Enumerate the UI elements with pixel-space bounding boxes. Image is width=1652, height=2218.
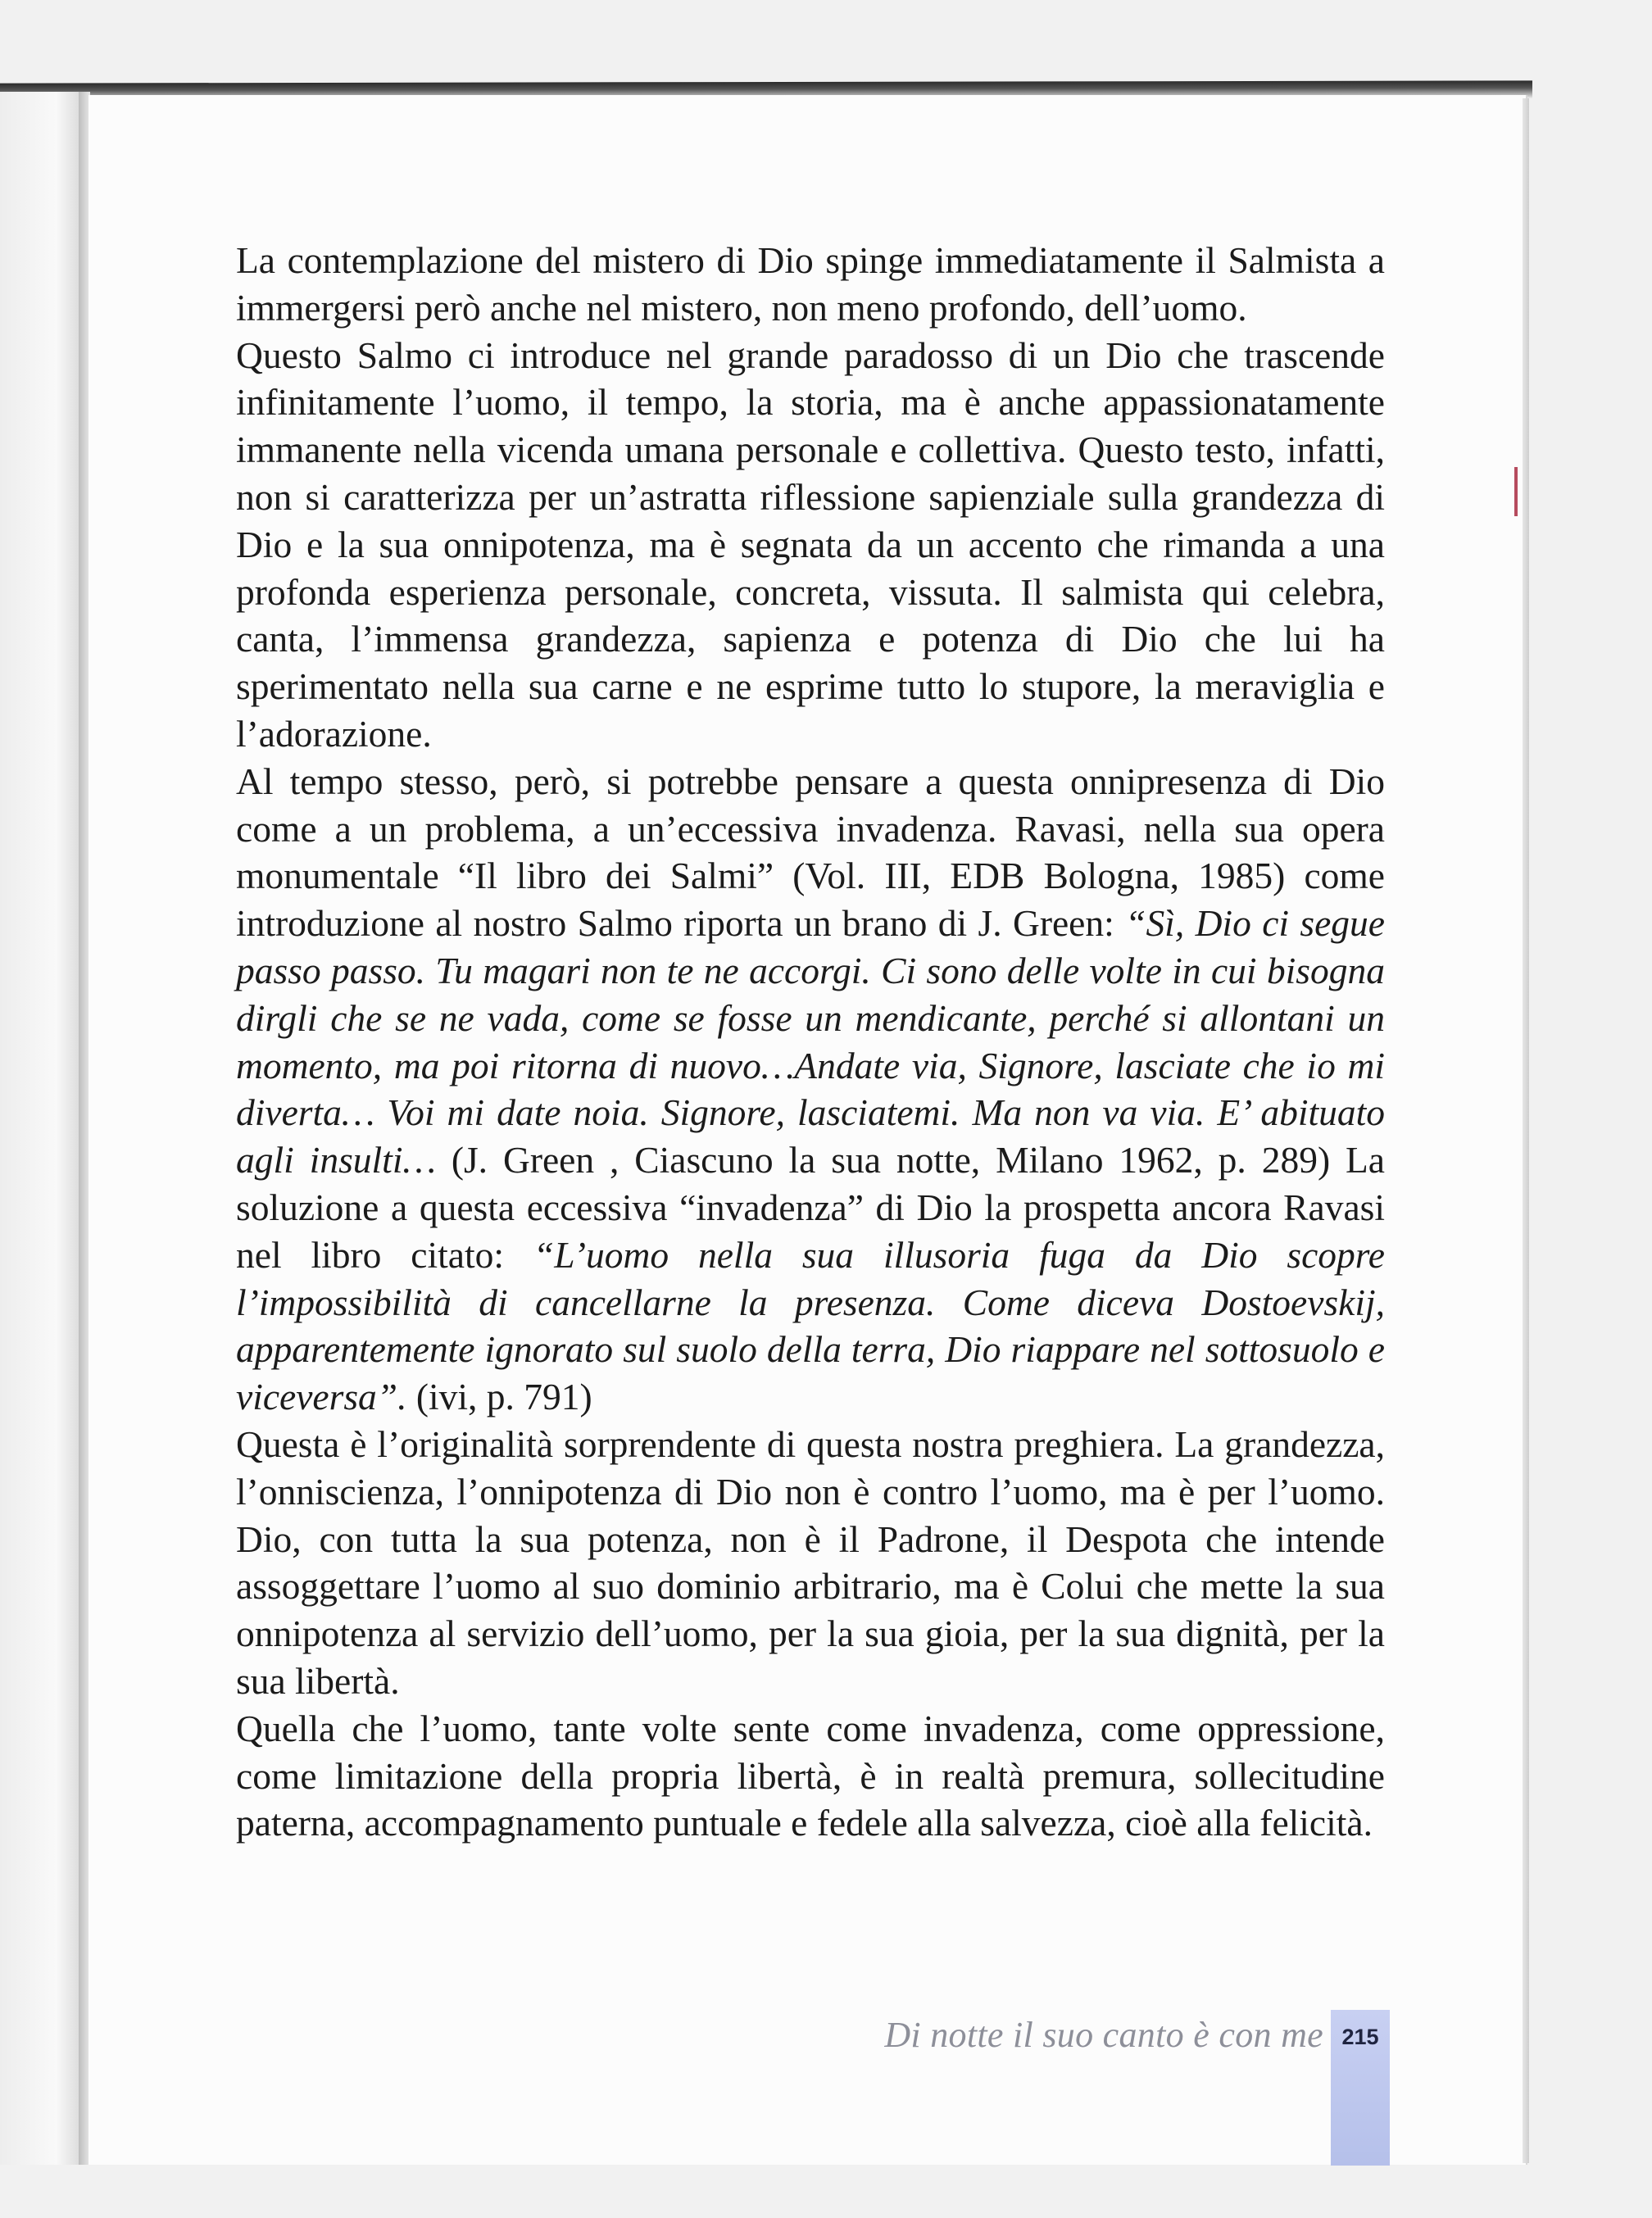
paragraph-text: (J. Green , Ciascuno la sua notte, Milano 1962, p. 289) La soluzione a questa eccessiva “invadenza” di Dio la prospetta ancora Ravasi nel libro citato: xyxy=(236,1139,1386,1276)
paragraph-text: Quella che l’uomo, tante volte sente come invadenza, come oppressione, come limitazione della propria libertà, è in realtà premura, sollecitudine paterna, accompagnamento puntuale e fedele alla salvezza, cioè alla felicità. xyxy=(236,1707,1385,1844)
paragraph xyxy=(236,758,1385,1421)
paragraph-text: Al tempo stesso, però, si potrebbe pensare a questa onnipresenza di Dio come a un problema, a un’eccessiva invadenza. Ravasi, nella sua opera monumentale “Il libro dei Salmi” (Vol. III, EDB Bologna, 1985) come introduzione al nostro Salmo riporta un brano di J. Green: xyxy=(236,760,1385,945)
quoted-italic-text: “L’uomo nella sua illusoria fuga da Dio scopre l’impossibilità di cancellarne la presenza. Come diceva Dostoevskij, apparentemente ignorato sul suolo della terra, Dio riappare nel sottosuolo e viceversa”. xyxy=(236,1233,1385,1418)
quoted-italic-text: “Sì, Dio ci segue passo passo. Tu magari non te ne accorgi. Ci sono delle volte in cui bisogna dirgli che se ne vada, come se fosse un mendicante, perché si allontani un momento, ma poi ritorna di nuovo…Andate via, Signore, lasciate che io mi diverta… Voi mi date noia. Signore, lasciatemi. Ma non va via. E’ abituato agli insulti… xyxy=(236,902,1385,1182)
previous-page-edge xyxy=(0,92,80,2165)
paragraph-text: Questa è l’originalità sorprendente di questa nostra preghiera. La grandezza, l’onniscienza, l’onnipotenza di Dio non è contro l’uomo, ma è per l’uomo. Dio, con tutta la sua potenza, non è il Padrone, il Despota che intende assoggettare l’uomo al suo dominio arbitrario, ma è Colui che mette la sua onnipotenza al servizio dell’uomo, per la sua gioia, per la sua dignità, per la sua libertà. xyxy=(236,1422,1385,1702)
margin-marker xyxy=(1514,467,1518,516)
paragraph-text: La contemplazione del mistero di Dio spinge immediatamente il Salmista a immergersi però anche nel mistero, non meno profondo, dell’uomo. xyxy=(236,239,1385,329)
paragraph xyxy=(236,1421,1385,1705)
page-right-edge xyxy=(1523,98,1529,2163)
page-number: 215 xyxy=(1341,2025,1379,2049)
running-title: Di notte il suo canto è con me xyxy=(884,2015,1323,2055)
paragraph xyxy=(236,332,1385,758)
page-body-text xyxy=(236,237,1385,1847)
paragraph-text: (ivi, p. 791) xyxy=(406,1376,592,1418)
paragraph xyxy=(236,1705,1385,1847)
paragraph-text: Questo Salmo ci introduce nel grande paradosso di un Dio che trascende infinitamente l’uomo, il tempo, la storia, ma è anche appassionatamente immanente nella vicenda umana personale e collettiva. Questo testo, infatti, non si caratterizza per un’astratta riflessione sapienziale sulla grandezza di Dio e la sua onnipotenza, ma è segnata da un accento che rimanda a una profonda esperienza personale, concreta, vissuta. Il salmista qui celebra, canta, l’immensa grandezza, sapienza e potenza di Dio che lui ha sperimentato nella sua carne e ne esprime tutto lo stupore, la meraviglia e l’adorazione. xyxy=(236,333,1385,755)
paragraph xyxy=(236,237,1385,332)
